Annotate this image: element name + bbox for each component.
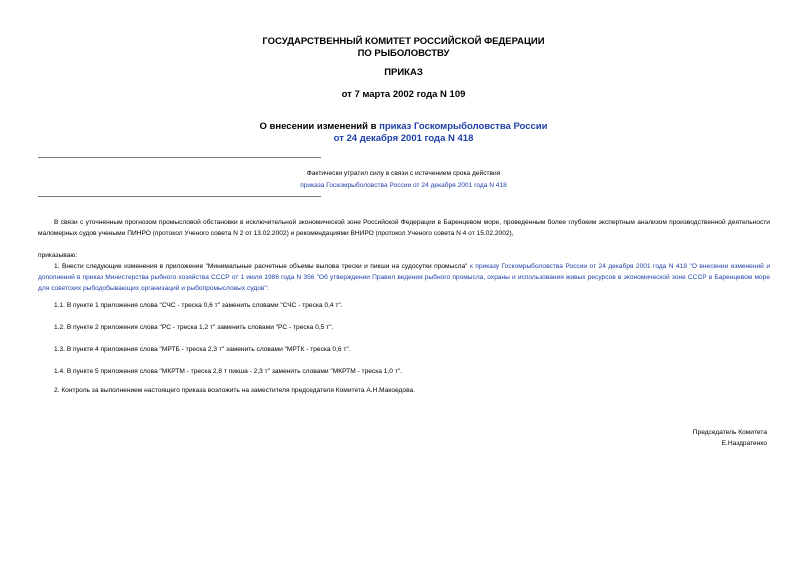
order-word: приказываю: xyxy=(38,252,78,259)
status-note: Фактически утратил силу в связи с истечением срока действия xyxy=(306,170,501,177)
document-title xyxy=(0,121,807,133)
title-link-order[interactable]: приказ Госкомрыболовства России xyxy=(379,121,548,132)
item-1-1: 1.1. В пункте 1 приложения слова "СЧС - треска 0,6 т" заменить словами "СЧС - треска 0,4 т". xyxy=(54,302,343,309)
issuer-line-1: ГОСУДАРСТВЕННЫЙ КОМИТЕТ РОССИЙСКОЙ ФЕДЕРАЦИИ xyxy=(262,36,545,47)
title-prefix: О внесении изменений в xyxy=(259,121,380,132)
divider-top xyxy=(38,157,321,158)
title-link-date[interactable]: от 24 декабря 2001 года N 418 xyxy=(333,133,474,144)
issuer-line-2: ПО РЫБОЛОВСТВУ xyxy=(357,48,450,59)
document-date: от 7 марта 2002 года N 109 xyxy=(341,89,466,100)
item-1-text: 1. Внести следующие изменения в приложение "Минимальные расчетные объемы вылова трески и пикши на судосутки промысла" xyxy=(54,263,470,270)
status-note-link[interactable]: приказа Госкомрыболовства России от 24 декабря 2001 года N 418 xyxy=(300,182,507,189)
preamble-paragraph: В связи с уточненным прогнозом промысловой обстановки в исключительной экономической зоне Российской Федерации в Баренцевом море, проведенным более глубоким экспертным анализом производственной деятельности маломерных судов учеными ПИНРО (протокол Ученого совета N 2 от 13.02.2002) и рекомендациями ВНИРО (протокол Ученого совета N 4 от 15.02.2002), xyxy=(38,219,770,237)
item-2: 2. Контроль за выполнением настоящего приказа возложить на заместителя председателя Комитета А.Н.Макоедова. xyxy=(54,387,415,394)
item-1-link[interactable]: к приказу Госкомрыболовства России от 24 декабря 2001 года N 418 "О внесении изменений и дополнений в приказ Министерства рыбного хозяйства СССР от 1 июля 1986 года N 356 "Об утверждении Правил ведения рыбного промысла, охраны и использования живых ресурсов в экономической зоне СССР в Баренцевом море для советских рыбодобывающих организаций и рыбопромысловых судов" xyxy=(38,263,770,292)
signature-position: Председатель Комитета xyxy=(692,429,767,436)
signature-name: Е.Наздратенко xyxy=(721,440,767,447)
divider-bottom xyxy=(38,196,321,197)
item-1-4: 1.4. В пункте 5 приложения слова "МКРТМ - треска 2,8 т пикша - 2,3 т" заменить словами "МКРТМ - треска 1,0 т". xyxy=(54,368,402,375)
document-type: ПРИКАЗ xyxy=(384,67,423,78)
item-1 xyxy=(38,261,770,294)
item-1-end: : xyxy=(266,285,269,292)
item-1-3: 1.3. В пункте 4 приложения слова "МРТБ - треска 2,3 т" заменить словами "МРТК - треска 0,6 т". xyxy=(54,346,351,353)
item-1-2: 1.2. В пункте 2 приложения слова "РС - треска 1,2 т" заменить словами "РС - треска 0,5 т". xyxy=(54,324,334,331)
